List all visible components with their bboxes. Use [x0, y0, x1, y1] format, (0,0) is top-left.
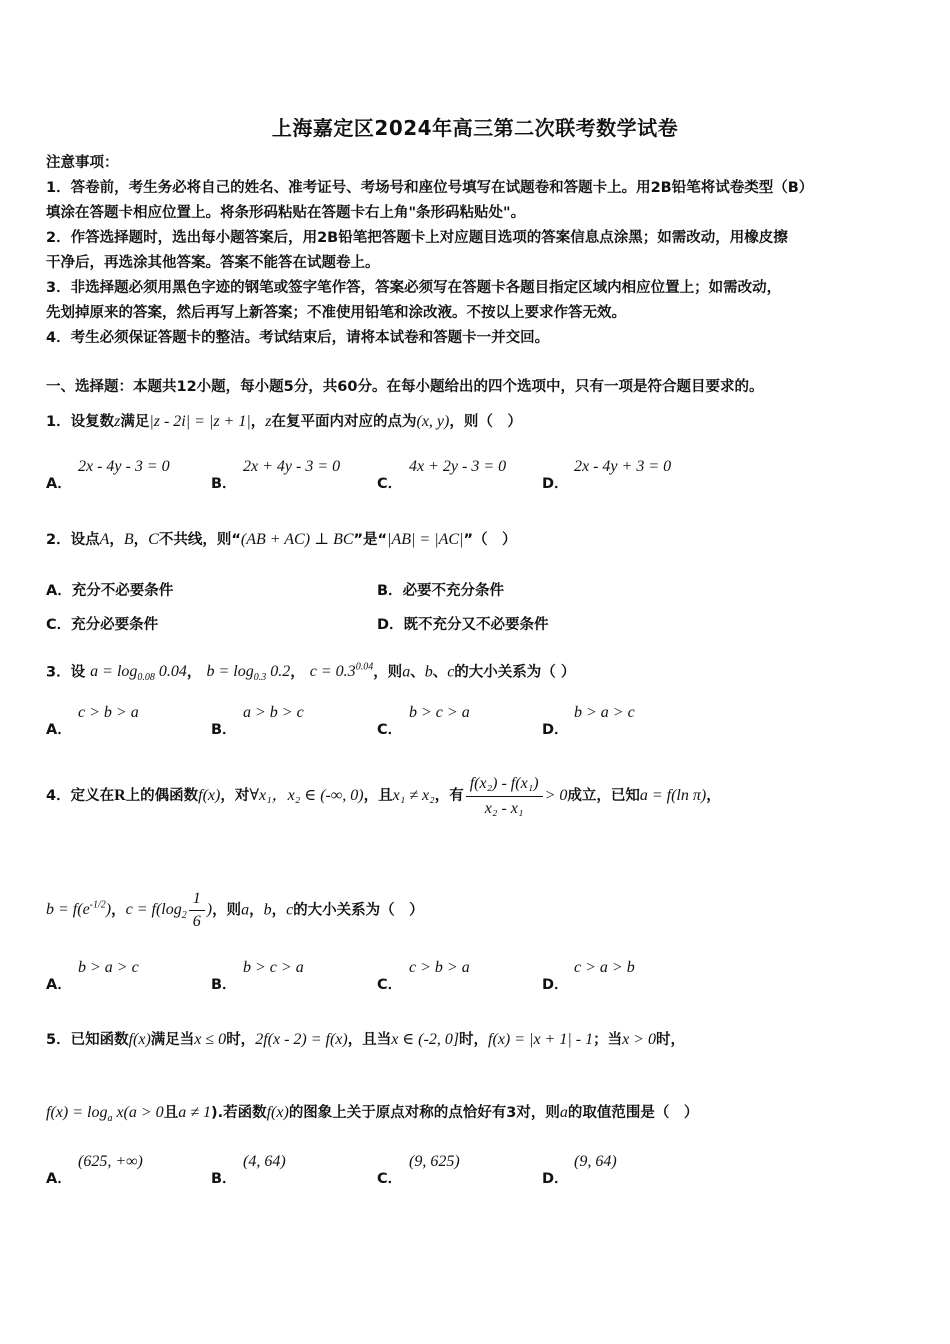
question-5-stem: 5．已知函数f(x)满足当x ≤ 0时，2f(x - 2) = f(x)，且当x ∈ (-2, 0]时，f(x) = |x + 1| - 1；当x > 0时，: [46, 1031, 685, 1048]
q5-option-c: (9, 625): [409, 1153, 460, 1170]
q3-option-d: b > a > c: [574, 704, 635, 721]
q3-option-c: b > c > a: [409, 704, 470, 721]
q4-log-fraction: $\frac{1}{6}$: [189, 890, 205, 931]
q1-option-b: 2x + 4y - 3 = 0: [243, 458, 341, 475]
question-4-stem-cont: $b = f(e^{-1/2})$，$c = f(\log_2$ $\frac{1}{6}$ )，则a，b，c的大小关系为（ ）: [46, 890, 424, 931]
notice-heading: 注意事项：: [46, 155, 119, 171]
q3-option-b: a > b > c: [243, 704, 304, 721]
question-3-stem: 3．设 $a = \log_{0.08} 0.04$， $b = \log_{0.3} 0.2$， $c = 0.3^{0.04}$，则a、b、c的大小关系为（ ）: [46, 662, 576, 684]
q2-option-d: D．既不充分又不必要条件: [377, 617, 549, 633]
notice-line-2: 填涂在答题卡相应位置上。将条形码粘贴在答题卡右上角"条形码粘贴处"。: [46, 205, 526, 221]
q1-option-a: 2x - 4y - 3 = 0: [78, 458, 170, 475]
q4-option-c: c > b > a: [409, 959, 470, 976]
q3-option-c-label: C．: [377, 722, 403, 738]
q5-option-b: (4, 64): [243, 1153, 286, 1170]
q3-option-d-label: D．: [542, 722, 569, 738]
q4-fraction: $\frac{\text{f(x₂) - f(x₁)}}{\text{x₂ - x₁}}$: [466, 774, 543, 819]
q4-option-b: b > c > a: [243, 959, 304, 976]
q3-option-b-label: B．: [211, 722, 237, 738]
notice-line-3: 2．作答选择题时，选出每小题答案后，用2B铅笔把答题卡上对应题目选项的答案信息点涂黑；如需改动，用橡皮擦: [46, 230, 788, 246]
q3-option-a-label: A．: [46, 722, 72, 738]
q2-option-b: B．必要不充分条件: [377, 583, 505, 599]
q5-option-d: (9, 64): [574, 1153, 617, 1170]
notice-line-7: 4．考生必须保证答题卡的整洁。考试结束后，请将本试卷和答题卡一并交回。: [46, 330, 550, 346]
page-title: 上海嘉定区2024年高三第二次联考数学试卷: [271, 116, 679, 140]
q4-option-a-label: A．: [46, 977, 72, 993]
notice-line-1: 1．答卷前，考生务必将自己的姓名、准考证号、考场号和座位号填写在试题卷和答题卡上。用2B铅笔将试卷类型（B）: [46, 180, 814, 196]
section-heading: 一、选择题：本题共12小题，每小题5分，共60分。在每小题给出的四个选项中，只有一项是符合题目要求的。: [46, 379, 764, 395]
q5-option-c-label: C．: [377, 1171, 403, 1187]
q1-option-b-label: B．: [211, 476, 237, 492]
q3-option-a: c > b > a: [78, 704, 139, 721]
q1-option-c-label: C．: [377, 476, 403, 492]
q1-option-d: 2x - 4y + 3 = 0: [574, 458, 672, 475]
q4-option-b-label: B．: [211, 977, 237, 993]
notice-line-6: 先划掉原来的答案，然后再写上新答案；不准使用铅笔和涂改液。不按以上要求作答无效。: [46, 305, 626, 321]
question-5-stem-cont: $f(x) = \log_a x(a > 0$且a ≠ 1).若函数f(x)的图象上关于原点对称的点恰好有3对，则a的取值范围是（ ）: [46, 1104, 699, 1125]
q4-option-d: c > a > b: [574, 959, 635, 976]
q1-option-a-label: A．: [46, 476, 72, 492]
q4-option-a: b > a > c: [78, 959, 139, 976]
question-2-stem: 2．设点A，B，C不共线，则“(AB + AC) ⊥ BC”是“|AB| = |AC|”（ ）: [46, 531, 517, 548]
question-4-stem: 4．定义在R上的偶函数f(x)，对∀x₁，x₂ ∈ (-∞, 0)，且x₁ ≠ x₂，有 $\frac{\text{f(x₂) - f(x₁)}}{\text{x₂ - x₁}}$ > 0成立，已知a = f(ln π)，: [46, 774, 721, 817]
q5-option-a: (625, +∞): [78, 1153, 143, 1170]
q4-option-c-label: C．: [377, 977, 403, 993]
notice-line-4: 干净后，再选涂其他答案。答案不能答在试题卷上。: [46, 255, 380, 271]
q2-option-a: A．充分不必要条件: [46, 583, 174, 599]
notice-line-5: 3．非选择题必须用黑色字迹的钢笔或签字笔作答，答案必须写在答题卡各题目指定区域内相应位置上；如需改动，: [46, 280, 782, 296]
question-1-stem: 1．设复数z满足|z - 2i| = |z + 1|，z在复平面内对应的点为(x, y)，则（ ）: [46, 413, 522, 430]
q5-option-d-label: D．: [542, 1171, 569, 1187]
q4-option-d-label: D．: [542, 977, 569, 993]
q1-option-d-label: D．: [542, 476, 569, 492]
q2-option-c: C．充分必要条件: [46, 617, 159, 633]
q5-option-a-label: A．: [46, 1171, 72, 1187]
q1-option-c: 4x + 2y - 3 = 0: [409, 458, 507, 475]
q5-option-b-label: B．: [211, 1171, 237, 1187]
